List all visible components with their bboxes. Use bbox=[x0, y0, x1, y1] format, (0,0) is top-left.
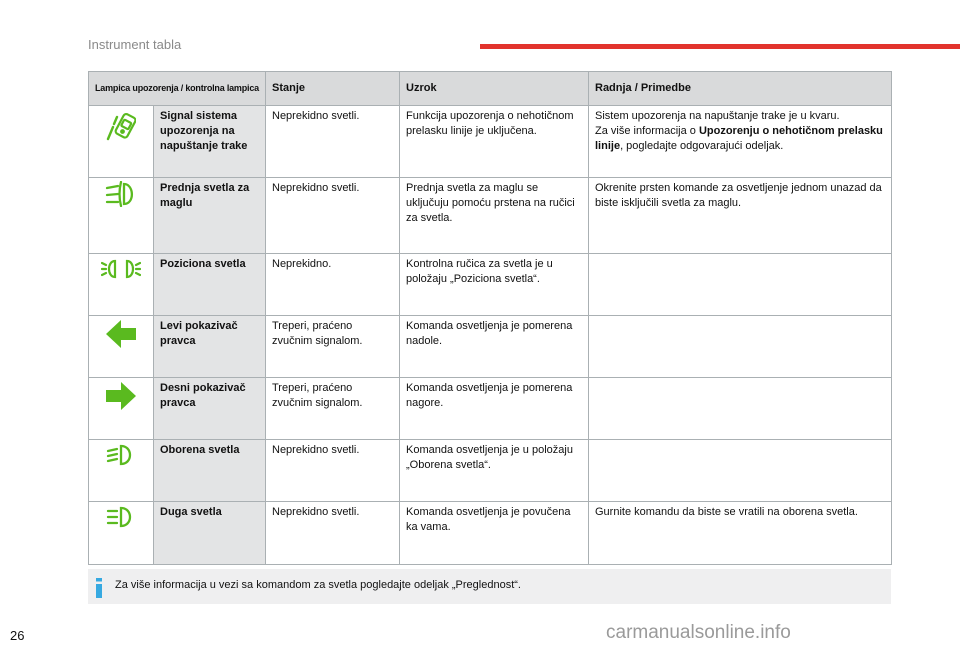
lamp-action: Okrenite prsten komande za osvetljenje jednom unazad da biste isključili svetla za maglu. bbox=[589, 178, 892, 254]
info-box bbox=[88, 569, 891, 604]
table-row bbox=[89, 378, 892, 440]
column-header-lamp: Lampica upozorenja / kontrolna lampica bbox=[89, 72, 266, 106]
lamp-state: Treperi, praćeno zvučnim signalom. bbox=[266, 378, 400, 440]
icon-cell bbox=[89, 378, 154, 440]
action-text-end: , pogledajte odgovarajući odeljak. bbox=[620, 140, 784, 152]
table-header-row bbox=[89, 72, 892, 106]
table-row bbox=[89, 440, 892, 502]
icon-cell bbox=[89, 502, 154, 565]
lamp-state: Neprekidno svetli. bbox=[266, 106, 400, 178]
info-text: Za više informacija u vezi sa komandom za svetla pogledajte odeljak „Preglednost“. bbox=[115, 579, 521, 591]
column-header-action: Radnja / Primedbe bbox=[589, 72, 892, 106]
lane-departure-icon bbox=[106, 119, 136, 131]
icon-cell bbox=[89, 440, 154, 502]
table-row bbox=[89, 254, 892, 316]
table-row bbox=[89, 502, 892, 565]
lamp-action bbox=[589, 316, 892, 378]
page-number: 26 bbox=[10, 628, 25, 643]
lamp-name: Desni pokazivač pravca bbox=[154, 378, 266, 440]
lamp-state: Neprekidno. bbox=[266, 254, 400, 316]
lamp-name: Oborena svetla bbox=[154, 440, 266, 502]
lamp-action: Gurnite komandu da biste se vratili na oborena svetla. bbox=[589, 502, 892, 565]
watermark: carmanualsonline.info bbox=[606, 622, 791, 643]
header-accent-bar bbox=[480, 44, 960, 49]
lamp-name: Poziciona svetla bbox=[154, 254, 266, 316]
action-line-1: Sistem upozorenja na napuštanje trake je u kvaru. bbox=[595, 110, 840, 122]
front-fog-light-icon bbox=[104, 188, 138, 200]
lamp-cause: Komanda osvetljenja je u položaju „Oborena svetla“. bbox=[400, 440, 589, 502]
lamp-cause: Funkcija upozorenja o nehotičnom prelasku linije je uključena. bbox=[400, 106, 589, 178]
lamp-cause: Komanda osvetljenja je pomerena nadole. bbox=[400, 316, 589, 378]
lamp-state: Neprekidno svetli. bbox=[266, 502, 400, 565]
warning-lamp-table bbox=[88, 71, 892, 565]
lamp-cause: Komanda osvetljenja je povučena ka vama. bbox=[400, 502, 589, 565]
column-header-state: Stanje bbox=[266, 72, 400, 106]
lamp-cause: Komanda osvetljenja je pomerena nagore. bbox=[400, 378, 589, 440]
column-header-cause: Uzrok bbox=[400, 72, 589, 106]
icon-cell bbox=[89, 316, 154, 378]
lamp-name: Signal sistema upozorenja na napuštanje trake bbox=[154, 106, 266, 178]
action-line-2 bbox=[595, 124, 885, 154]
lamp-state: Neprekidno svetli. bbox=[266, 178, 400, 254]
lamp-name: Prednja svetla za maglu bbox=[154, 178, 266, 254]
lamp-name: Duga svetla bbox=[154, 502, 266, 565]
lamp-cause: Prednja svetla za maglu se uključuju pomoću prstena na ručici za svetla. bbox=[400, 178, 589, 254]
info-icon bbox=[93, 578, 105, 603]
table-row bbox=[89, 106, 892, 178]
lamp-state: Neprekidno svetli. bbox=[266, 440, 400, 502]
table-row bbox=[89, 316, 892, 378]
left-arrow-icon bbox=[104, 328, 138, 340]
lamp-name: Levi pokazivač pravca bbox=[154, 316, 266, 378]
lamp-cause: Kontrolna ručica za svetla je u položaju „Poziciona svetla“. bbox=[400, 254, 589, 316]
right-arrow-icon bbox=[104, 390, 138, 402]
action-reference: Upozorenju o nehotičnom prelasku linije bbox=[595, 125, 883, 152]
icon-cell bbox=[89, 106, 154, 178]
action-text: Za više informacija o bbox=[595, 125, 699, 137]
table-row bbox=[89, 178, 892, 254]
icon-cell bbox=[89, 178, 154, 254]
lamp-state: Treperi, praćeno zvučnim signalom. bbox=[266, 316, 400, 378]
lamp-action bbox=[589, 106, 892, 178]
lamp-action bbox=[589, 254, 892, 316]
dipped-beam-icon bbox=[105, 449, 137, 461]
icon-cell bbox=[89, 254, 154, 316]
section-title: Instrument tabla bbox=[88, 37, 182, 52]
lamp-action bbox=[589, 440, 892, 502]
lamp-action bbox=[589, 378, 892, 440]
position-lights-icon bbox=[101, 263, 141, 275]
main-beam-icon bbox=[105, 511, 137, 523]
